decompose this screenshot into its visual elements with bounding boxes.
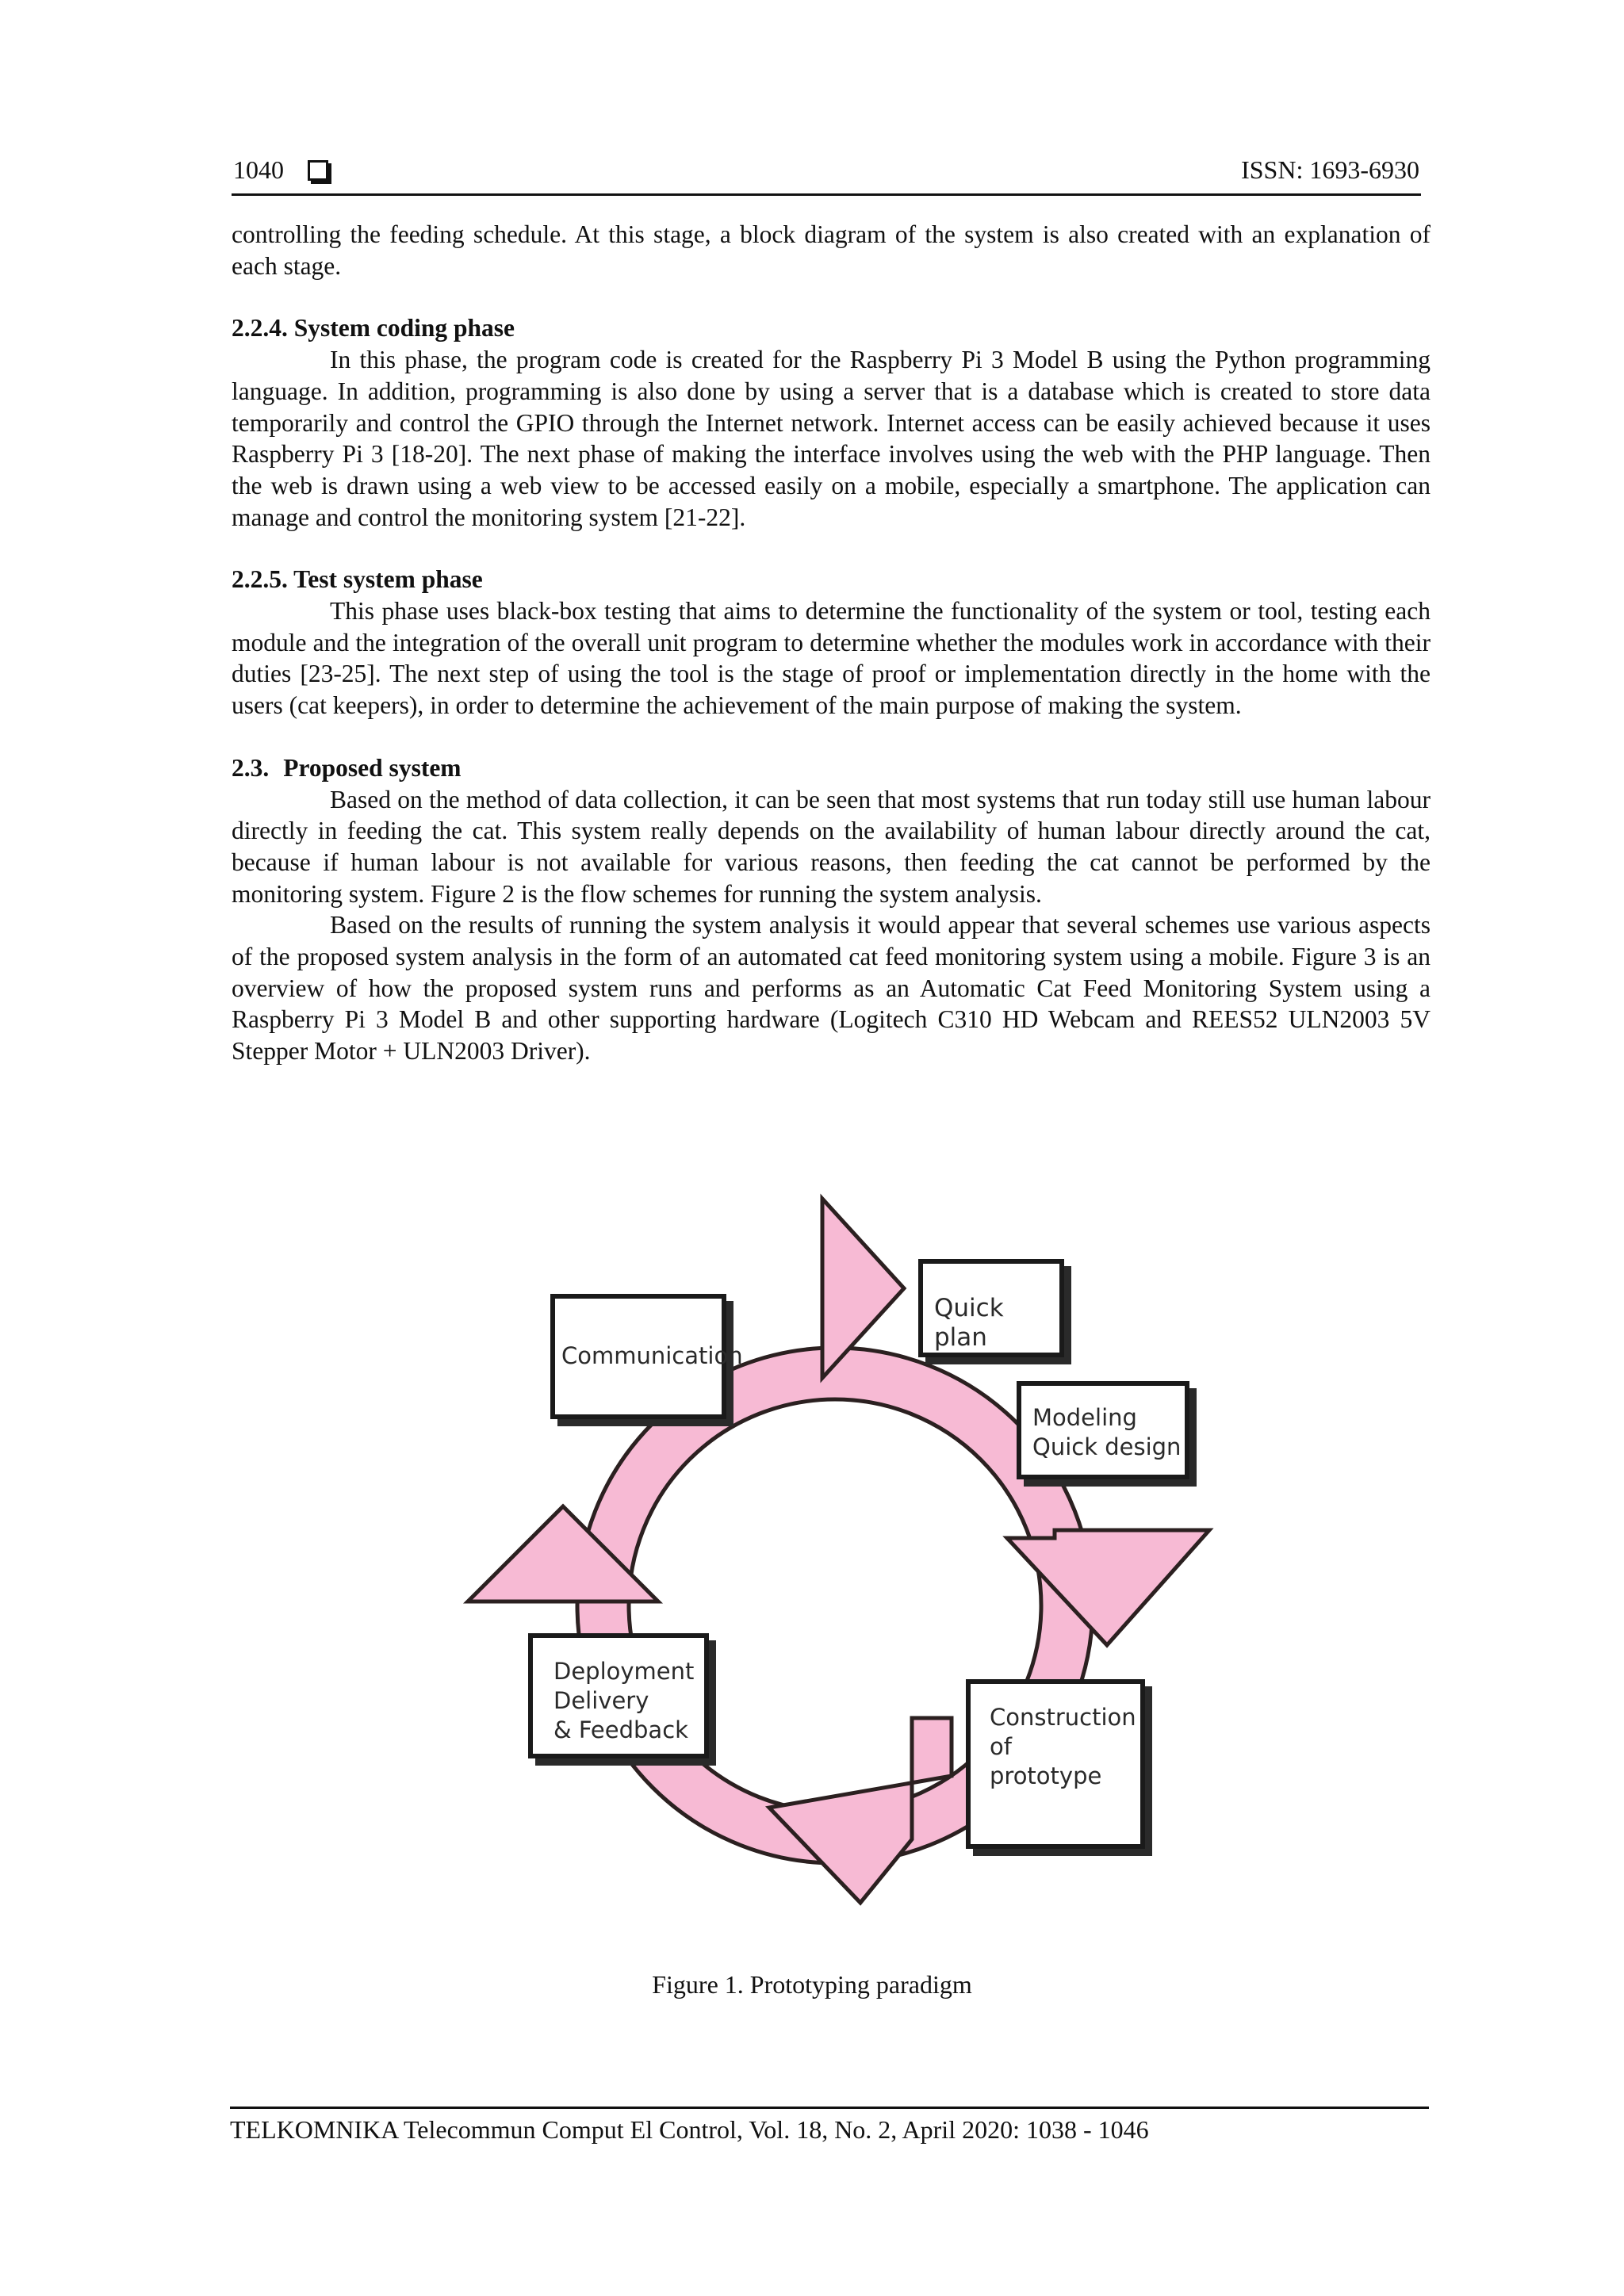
page-header [232, 152, 1421, 196]
section-2-3-heading [232, 752, 1431, 784]
section-2-3-number: 2.3. [232, 753, 270, 782]
page-footer: TELKOMNIKA Telecommun Comput El Control, Vol. 18, No. 2, April 2020: 1038 - 1046 [230, 2107, 1429, 2145]
box-quick-plan: Quick plan [918, 1259, 1064, 1357]
section-2-2-4-paragraph: In this phase, the program code is created for the Raspberry Pi 3 Model B using the Python programming language. In addition, programming is also done by using a server that is a database which is created to store data temporarily and control the GPIO through the Internet network. Internet access can be easily achieved because it uses Raspberry Pi 3 [18-20]. The next phase of making the interface involves using the web with the PHP language. Then the web is drawn using a web view to be accessed easily on a mobile, especially a smartphone. The application can manage and control the monitoring system [21-22]. [232, 346, 1431, 531]
section-2-2-5-paragraph: This phase uses black-box testing that aims to determine the functionality of the system or tool, testing each module and the integration of the overall unit program to determine whether the modules work in accordance with their duties [23-25]. The next step of using the tool is the stage of proof or implementation directly in the home with the users (cat keepers), in order to determine the achievement of the main purpose of making the system. [232, 597, 1431, 720]
box-modeling-quick-design: Modeling Quick design [1017, 1381, 1189, 1479]
section-2-3-paragraph-2: Based on the results of running the system analysis it would appear that several schemes use various aspects of the proposed system analysis in the form of an automated cat feed monitoring system using a mobile. Figure 3 is an overview of how the proposed system runs and performs as an Automatic Cat Feed Monitoring System using a Raspberry Pi 3 Model B and other supporting hardware (Logitech C310 HD Webcam and REES52 ULN2003 5V Stepper Motor + ULN2003 Driver). [232, 911, 1431, 1066]
square-bullet-icon [308, 160, 328, 181]
prototyping-paradigm-figure [444, 1158, 1237, 1934]
figure-caption: Figure 1. Prototyping paradigm [652, 1970, 972, 1999]
journal-issn: ISSN: 1693-6930 [1241, 155, 1419, 184]
section-2-2-4-heading: 2.2.4. System coding phase [232, 314, 515, 342]
box-deployment-delivery-feedback: Deployment Delivery & Feedback [528, 1633, 709, 1758]
page-number: 1040 [233, 155, 284, 184]
section-2-2-5-heading: 2.2.5. Test system phase [232, 565, 483, 594]
main-text [232, 219, 1431, 1067]
box-communication: Communication [550, 1294, 726, 1419]
box-construction-of-prototype: Construction of prototype [966, 1679, 1145, 1849]
intro-paragraph: controlling the feeding schedule. At this stage, a block diagram of the system is also created with an explanation of each stage. [232, 220, 1431, 280]
section-2-3-title: Proposed system [283, 753, 462, 782]
section-2-3-paragraph-1: Based on the method of data collection, it can be seen that most systems that run today still use human labour directly in feeding the cat. This system really depends on the availability of human labour directly around the cat, because if human labour is not available for various reasons, then feeding the cat cannot be performed by the monitoring system. Figure 2 is the flow schemes for running the system analysis. [232, 785, 1431, 908]
